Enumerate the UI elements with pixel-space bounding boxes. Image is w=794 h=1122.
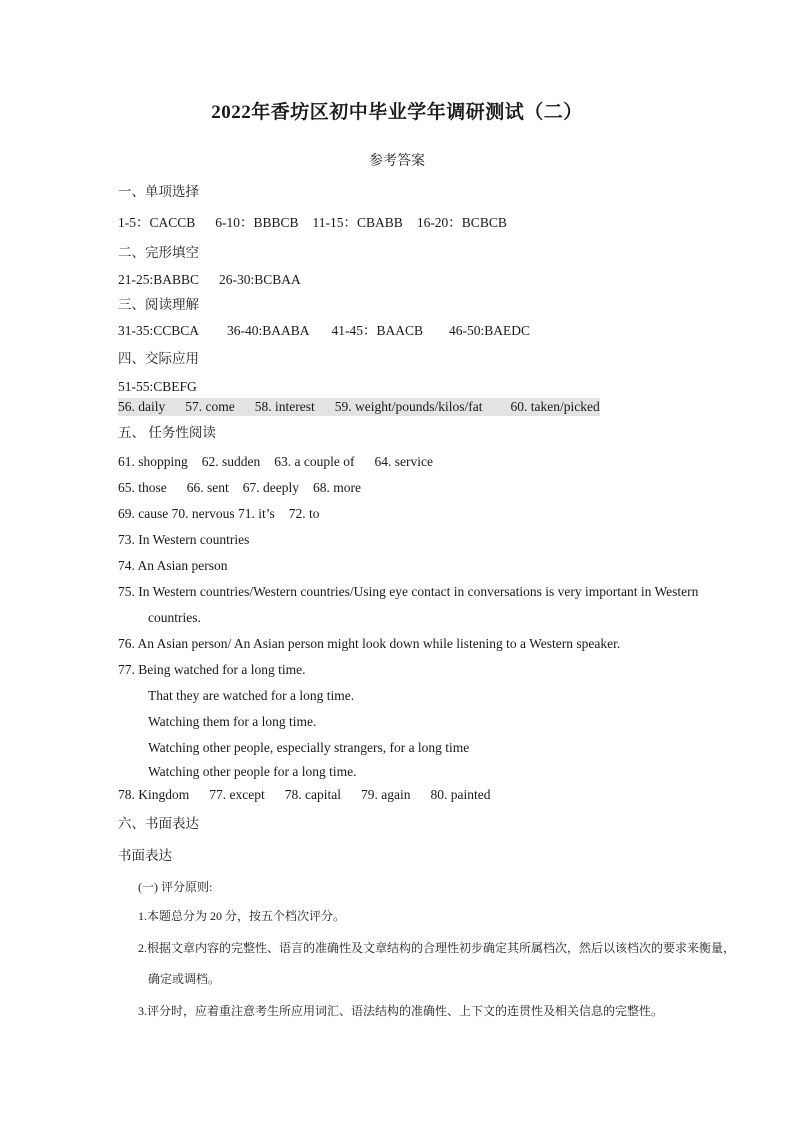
answer-item: 26-30:BCBAA [219, 272, 301, 287]
answer-item: 46-50:BAEDC [449, 323, 531, 338]
section-heading-cloze: 二、完形填空 [118, 245, 199, 260]
answer-q73: 73. In Western countries [118, 532, 250, 547]
answer-row-single-choice [118, 214, 507, 232]
answer-item: 6-10：BBBCB [215, 215, 299, 230]
answer-item: 62. sudden [201, 454, 261, 469]
section-heading-single-choice: 一、单项选择 [118, 184, 199, 199]
answer-item: 68. more [313, 480, 361, 495]
answer-q75-continued: countries. [148, 610, 201, 625]
answer-row-task-1 [118, 453, 433, 471]
answer-row-communication-1: 51-55:CBEFG [118, 379, 197, 394]
answer-row-communication-2 [118, 398, 600, 416]
answer-item: 60. taken/picked [510, 399, 600, 414]
answer-item: 1-5：CACCB [118, 215, 196, 230]
answer-item: 56. daily [118, 399, 166, 414]
section-heading-communication: 四、交际应用 [118, 351, 199, 366]
answer-q77-alt-1: That they are watched for a long time. [148, 688, 355, 703]
answer-item: 61. shopping [118, 454, 188, 469]
answer-item: 67. deeply [242, 480, 299, 495]
page-subtitle: 参考答案 [369, 154, 425, 169]
answer-item: 57. come [185, 399, 235, 414]
page-title: 2022年香坊区初中毕业学年调研测试（二） [211, 102, 583, 123]
scoring-rule-2: 2.根据文章内容的完整性、语言的准确性及文章结构的合理性初步确定其所属档次，然后以该档次的要求来衡量， [138, 941, 736, 955]
answer-item: 21-25:BABBC [118, 272, 200, 287]
answer-q75: 75. In Western countries/Western countries/Using eye contact in conversations is very important in Western [118, 584, 699, 599]
answer-item: 66. sent [186, 480, 229, 495]
scoring-rule-2-continued: 确定或调档。 [148, 972, 221, 986]
answer-item: 80. painted [430, 787, 491, 802]
answer-row-reading [118, 322, 530, 340]
answer-item: 64. service [374, 454, 433, 469]
answer-item: 59. weight/pounds/kilos/fat [334, 399, 483, 414]
section-heading-reading: 三、阅读理解 [118, 297, 199, 312]
answer-item: 78. capital [284, 787, 341, 802]
answer-item: 11-15：CBABB [312, 215, 403, 230]
answer-item: 58. interest [254, 399, 315, 414]
answer-row-78-80 [118, 786, 490, 804]
answer-item: 77. except [209, 787, 265, 802]
writing-subheading: 书面表达 [118, 848, 172, 863]
answer-q77: 77. Being watched for a long time. [118, 662, 306, 677]
answer-item: 36-40:BAABA [227, 323, 310, 338]
answer-row-cloze [118, 271, 301, 289]
answer-item: 41-45：BAACB [331, 323, 424, 338]
answer-item: 65. those [118, 480, 167, 495]
answer-item: 63. a couple of [274, 454, 355, 469]
answer-item: 79. again [360, 787, 411, 802]
answer-row-task-3 [118, 505, 320, 523]
answer-item: 16-20：BCBCB [416, 215, 507, 230]
scoring-principles-heading: (一) 评分原则: [138, 880, 213, 894]
scoring-rule-1: 1.本题总分为 20 分，按五个档次评分。 [138, 909, 346, 923]
answer-q74: 74. An Asian person [118, 558, 228, 573]
answer-item: 78. Kingdom [118, 787, 190, 802]
scoring-rule-3: 3.评分时，应着重注意考生所应用词汇、语法结构的准确性、上下文的连贯性及相关信息的完整性。 [138, 1004, 664, 1018]
answer-q77-alt-3: Watching other people, especially strangers, for a long time [148, 740, 470, 755]
answer-q77-alt-4: Watching other people for a long time. [148, 764, 357, 779]
answer-row-task-2 [118, 479, 361, 497]
answer-item: 31-35:CCBCA [118, 323, 200, 338]
answer-item: 72. to [288, 506, 320, 521]
answer-q76: 76. An Asian person/ An Asian person might look down while listening to a Western speaker. [118, 636, 621, 651]
section-heading-writing: 六、书面表达 [118, 816, 199, 831]
section-heading-task-reading: 五、 任务性阅读 [118, 425, 216, 440]
answer-item: 69. cause 70. nervous 71. it’s [118, 506, 275, 521]
answer-q77-alt-2: Watching them for a long time. [148, 714, 317, 729]
